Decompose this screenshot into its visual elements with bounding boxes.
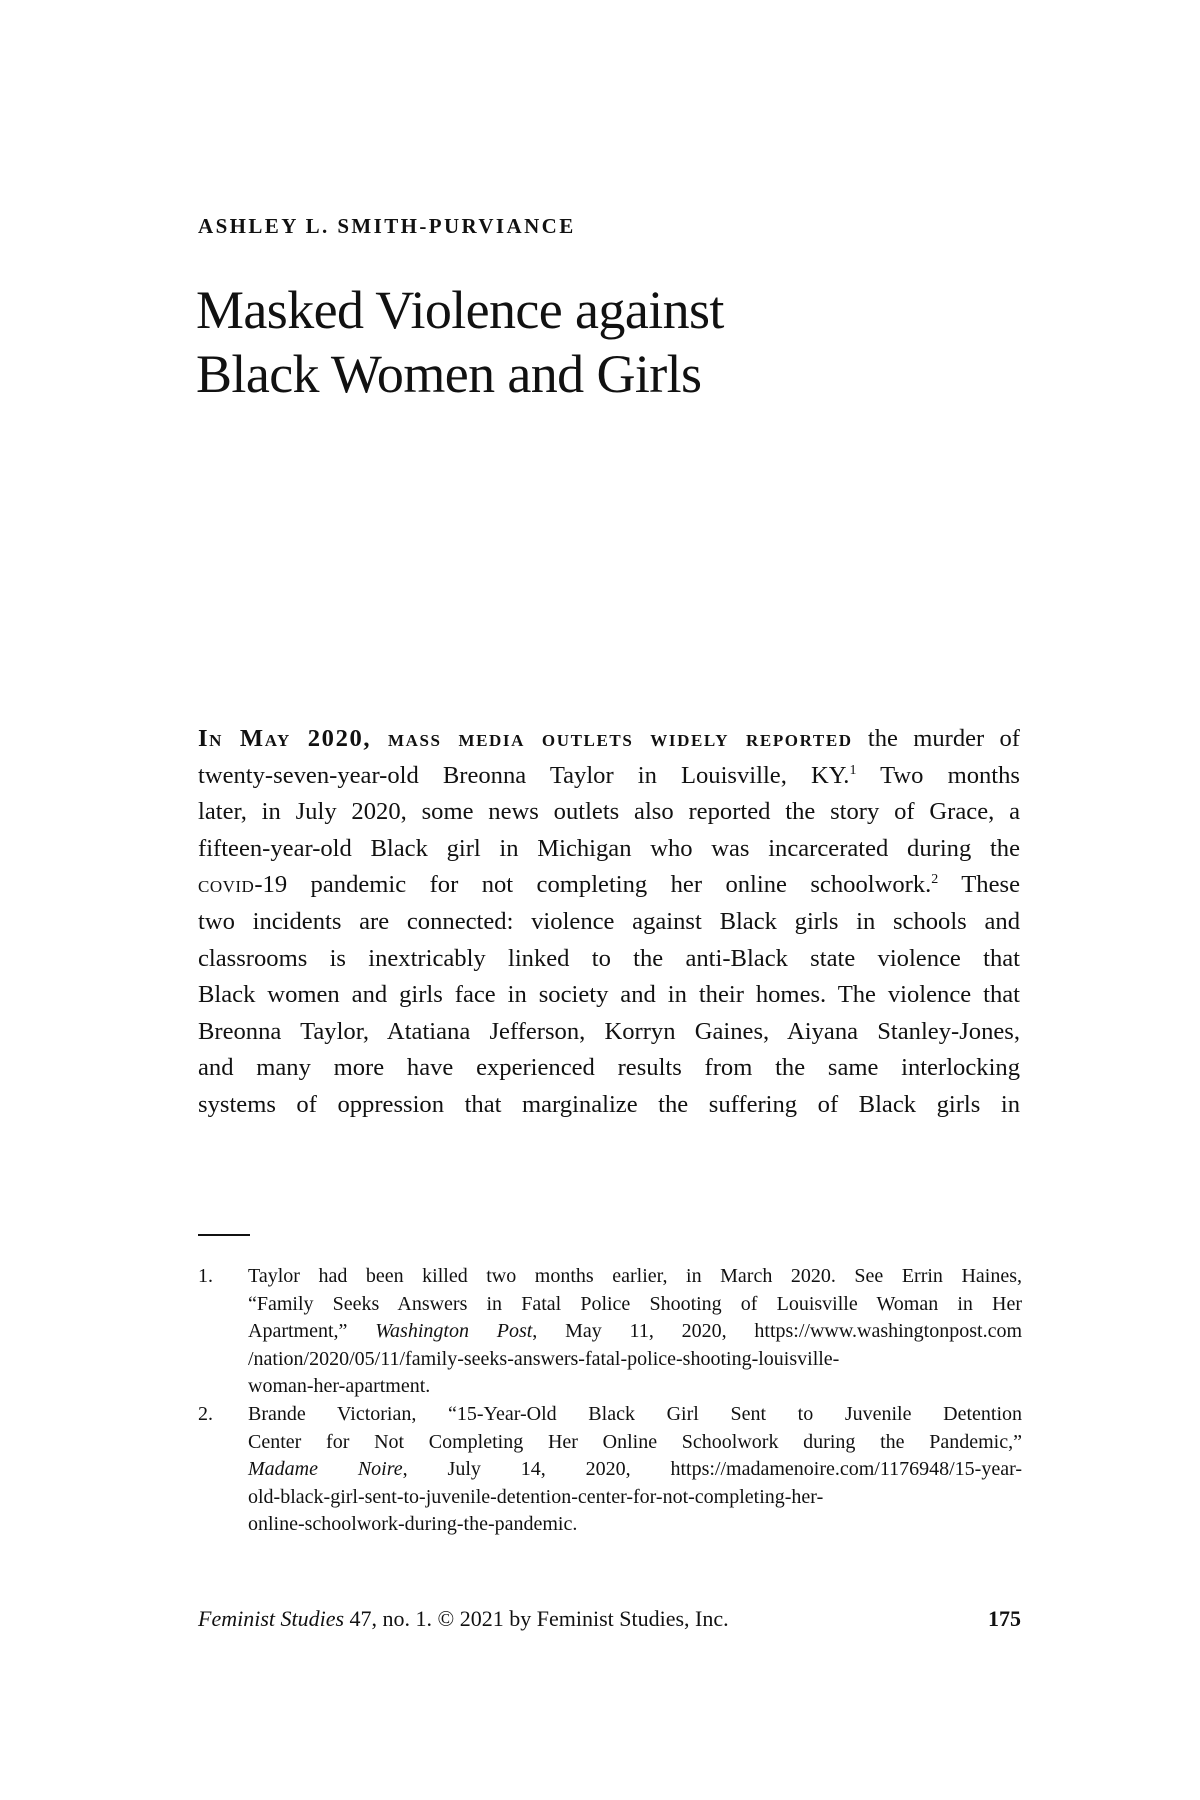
title-line-1: Masked Violence against: [196, 280, 724, 340]
footnote-1-publication: Washington Post: [375, 1320, 533, 1343]
footnote-2: [198, 1401, 1022, 1539]
footnote-ref-2[interactable]: 2: [931, 872, 939, 888]
footnote-2-line-4[interactable]: old-black-girl-sent-to-juvenile-detention-center-for-not-completing-her-: [248, 1485, 824, 1508]
lead-in-smallcaps: In May 2020, mass media outlets widely reported: [198, 725, 853, 752]
body-line-1: [198, 721, 1020, 758]
body-line-2-b: Two months: [856, 761, 1021, 789]
footnote-1-line-2: “Family Seeks Answers in Fatal Police Shooting of Louisville Woman in Her: [248, 1292, 1022, 1315]
footnote-number: 1.: [198, 1265, 213, 1287]
footnote-1-line-5[interactable]: woman-her-apartment.: [248, 1375, 431, 1398]
footnote-2-line-2: Center for Not Completing Her Online Schoolwork during the Pandemic,”: [248, 1430, 1022, 1453]
footnote-1-line-3-b[interactable]: , May 11, 2020, https://www.washingtonpost.com: [532, 1320, 1023, 1343]
footnote-2-line-3: [248, 1456, 1022, 1484]
covid-smallcaps: covid: [198, 871, 255, 899]
footnote-1-line-1: Taylor had been killed two months earlier, in March 2020. See Errin Haines,: [248, 1265, 1022, 1287]
journal-name: Feminist Studies: [198, 1606, 345, 1631]
author-name: ASHLEY L. SMITH-PURVIANCE: [198, 214, 576, 238]
footnote-ref-1[interactable]: 1: [849, 762, 857, 778]
footnote-divider: [198, 1234, 250, 1236]
body-line-7: classrooms is inextricably linked to the anti-Black state violence that: [198, 944, 1020, 972]
body-line-2: [198, 758, 1020, 795]
footnote-1-line-3: [248, 1318, 1022, 1346]
body-line-10: and many more have experienced results from the same interlocking: [198, 1054, 1020, 1082]
page-number: 175: [988, 1606, 1021, 1631]
body-line-6: two incidents are connected: violence against Black girls in schools and: [198, 907, 1020, 935]
footnote-1-line-4[interactable]: /nation/2020/05/11/family-seeks-answers-fatal-police-shooting-louisville-: [248, 1347, 840, 1370]
footnote-2-line-1: Brande Victorian, “15-Year-Old Black Girl Sent to Juvenile Detention: [248, 1402, 1022, 1425]
body-line-4: fifteen-year-old Black girl in Michigan who was incarcerated during the: [198, 834, 1020, 862]
footnotes: [198, 1263, 1022, 1539]
body-line-8: Black women and girls face in society and in their homes. The violence that: [198, 981, 1020, 1009]
footnote-2-publication: Madame Noire: [248, 1458, 403, 1481]
body-line-9: Breonna Taylor, Atatiana Jefferson, Korryn Gaines, Aiyana Stanley-Jones,: [198, 1017, 1020, 1045]
body-line-5: [198, 867, 1020, 904]
body-line-1-rest: the murder of: [852, 725, 1020, 752]
body-paragraph: [198, 721, 1020, 1124]
page-footer: [198, 1606, 1022, 1632]
body-line-2-a: twenty-seven-year-old Breonna Taylor in Louisville, KY.: [198, 761, 850, 789]
title-line-2: Black Women and Girls: [196, 344, 702, 404]
body-line-5-b: These: [938, 871, 1020, 899]
body-line-11: systems of oppression that marginalize the suffering of Black girls in: [198, 1090, 1020, 1118]
article-title: [196, 278, 956, 406]
footnote-1-line-3-a: Apartment,”: [248, 1320, 376, 1343]
footnote-2-line-5[interactable]: online-schoolwork-during-the-pandemic.: [248, 1513, 578, 1536]
footnote-1: [198, 1263, 1022, 1401]
footnote-2-line-3-b[interactable]: , July 14, 2020, https://madamenoire.com/1176948/15-year-: [402, 1458, 1023, 1481]
body-line-3: later, in July 2020, some news outlets also reported the story of Grace, a: [198, 798, 1020, 826]
journal-citation: 47, no. 1. © 2021 by Feminist Studies, Inc.: [344, 1606, 729, 1631]
body-line-5-a: -19 pandemic for not completing her online schoolwork.: [254, 871, 932, 899]
footnote-number: 2.: [198, 1402, 213, 1425]
